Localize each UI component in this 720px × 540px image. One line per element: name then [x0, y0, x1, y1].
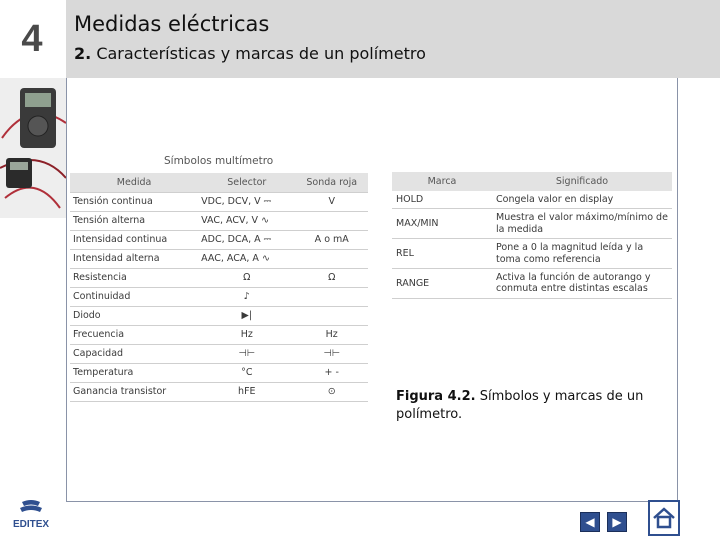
table-row	[392, 191, 672, 209]
table-row	[70, 268, 368, 287]
cell-sonda	[295, 306, 368, 325]
symbols-table-title: Símbolos multímetro	[164, 155, 274, 167]
cell-selector: ▶|	[198, 306, 295, 325]
cell-selector: VAC, ACV, V ∿	[198, 211, 295, 230]
cell-selector: Ω	[198, 268, 295, 287]
cell-medida: Tensión alterna	[70, 211, 198, 230]
table-row	[70, 192, 368, 211]
table-row	[70, 287, 368, 306]
cell-medida: Frecuencia	[70, 325, 198, 344]
cell-medida: Ganancia transistor	[70, 382, 198, 401]
table-row	[70, 211, 368, 230]
multimeter-photo	[0, 78, 68, 218]
cell-significado: Activa la función de autorango y conmuta entre distintas escalas	[492, 268, 672, 298]
table-row	[70, 382, 368, 401]
cell-sonda	[295, 211, 368, 230]
cell-significado: Pone a 0 la magnitud leída y la toma como referencia	[492, 239, 672, 269]
caption-label: Figura 4.2.	[396, 389, 476, 404]
symbols-table	[70, 173, 368, 402]
logo-text: EDITEX	[12, 519, 50, 530]
figure-caption	[396, 388, 646, 423]
cell-selector: VDC, DCV, V ⎓	[198, 192, 295, 211]
table-row	[392, 209, 672, 239]
table-row	[70, 306, 368, 325]
table-row	[70, 344, 368, 363]
table-row	[392, 239, 672, 269]
cell-selector: °C	[198, 363, 295, 382]
cell-sonda: + -	[295, 363, 368, 382]
home-icon	[652, 506, 676, 530]
caption-text: Símbolos y marcas de un polímetro.	[396, 389, 644, 422]
cell-selector: ♪	[198, 287, 295, 306]
cell-medida: Temperatura	[70, 363, 198, 382]
previous-button[interactable]	[580, 512, 600, 532]
cell-sonda: A o mA	[295, 230, 368, 249]
chapter-number-box	[0, 0, 64, 78]
cell-medida: Tensión continua	[70, 192, 198, 211]
cell-medida: Intensidad continua	[70, 230, 198, 249]
marks-table	[392, 172, 672, 299]
cell-marca: RANGE	[392, 268, 492, 298]
subtitle-text: Características y marcas de un polímetro	[96, 44, 426, 63]
home-button[interactable]	[648, 500, 680, 536]
header-bar	[66, 0, 720, 78]
cell-sonda: ⊙	[295, 382, 368, 401]
cell-selector: hFE	[198, 382, 295, 401]
cell-significado: Congela valor en display	[492, 191, 672, 209]
page-subtitle	[74, 44, 426, 63]
cell-selector: ADC, DCA, A ⎓	[198, 230, 295, 249]
table-row	[70, 249, 368, 268]
col-marca: Marca	[392, 172, 492, 191]
cell-sonda: V	[295, 192, 368, 211]
table-row	[70, 325, 368, 344]
table-row	[70, 230, 368, 249]
cell-sonda: Hz	[295, 325, 368, 344]
table-row	[392, 268, 672, 298]
symbols-table-header	[70, 173, 368, 192]
editex-logo	[8, 498, 54, 536]
next-button[interactable]	[607, 512, 627, 532]
cell-medida: Resistencia	[70, 268, 198, 287]
cell-marca: HOLD	[392, 191, 492, 209]
subtitle-number: 2.	[74, 44, 92, 63]
cell-marca: REL	[392, 239, 492, 269]
cell-selector: AAC, ACA, A ∿	[198, 249, 295, 268]
symbols-figure	[70, 155, 370, 410]
arrow-right-icon: ▶	[612, 515, 622, 529]
cell-medida: Diodo	[70, 306, 198, 325]
col-significado: Significado	[492, 172, 672, 191]
cell-sonda	[295, 287, 368, 306]
arrow-left-icon: ◀	[585, 515, 595, 529]
cell-selector: Hz	[198, 325, 295, 344]
chapter-number: 4	[21, 17, 43, 60]
cell-marca: MAX/MIN	[392, 209, 492, 239]
col-selector: Selector	[198, 173, 295, 192]
page-title: Medidas eléctricas	[74, 12, 270, 36]
table-row	[70, 363, 368, 382]
cell-medida: Continuidad	[70, 287, 198, 306]
cell-medida: Intensidad alterna	[70, 249, 198, 268]
cell-sonda: Ω	[295, 268, 368, 287]
cell-sonda: ⊣⊢	[295, 344, 368, 363]
cell-selector: ⊣⊢	[198, 344, 295, 363]
col-medida: Medida	[70, 173, 198, 192]
cell-sonda	[295, 249, 368, 268]
marks-table-header	[392, 172, 672, 191]
cell-medida: Capacidad	[70, 344, 198, 363]
cell-significado: Muestra el valor máximo/mínimo de la medida	[492, 209, 672, 239]
col-sonda: Sonda roja	[295, 173, 368, 192]
